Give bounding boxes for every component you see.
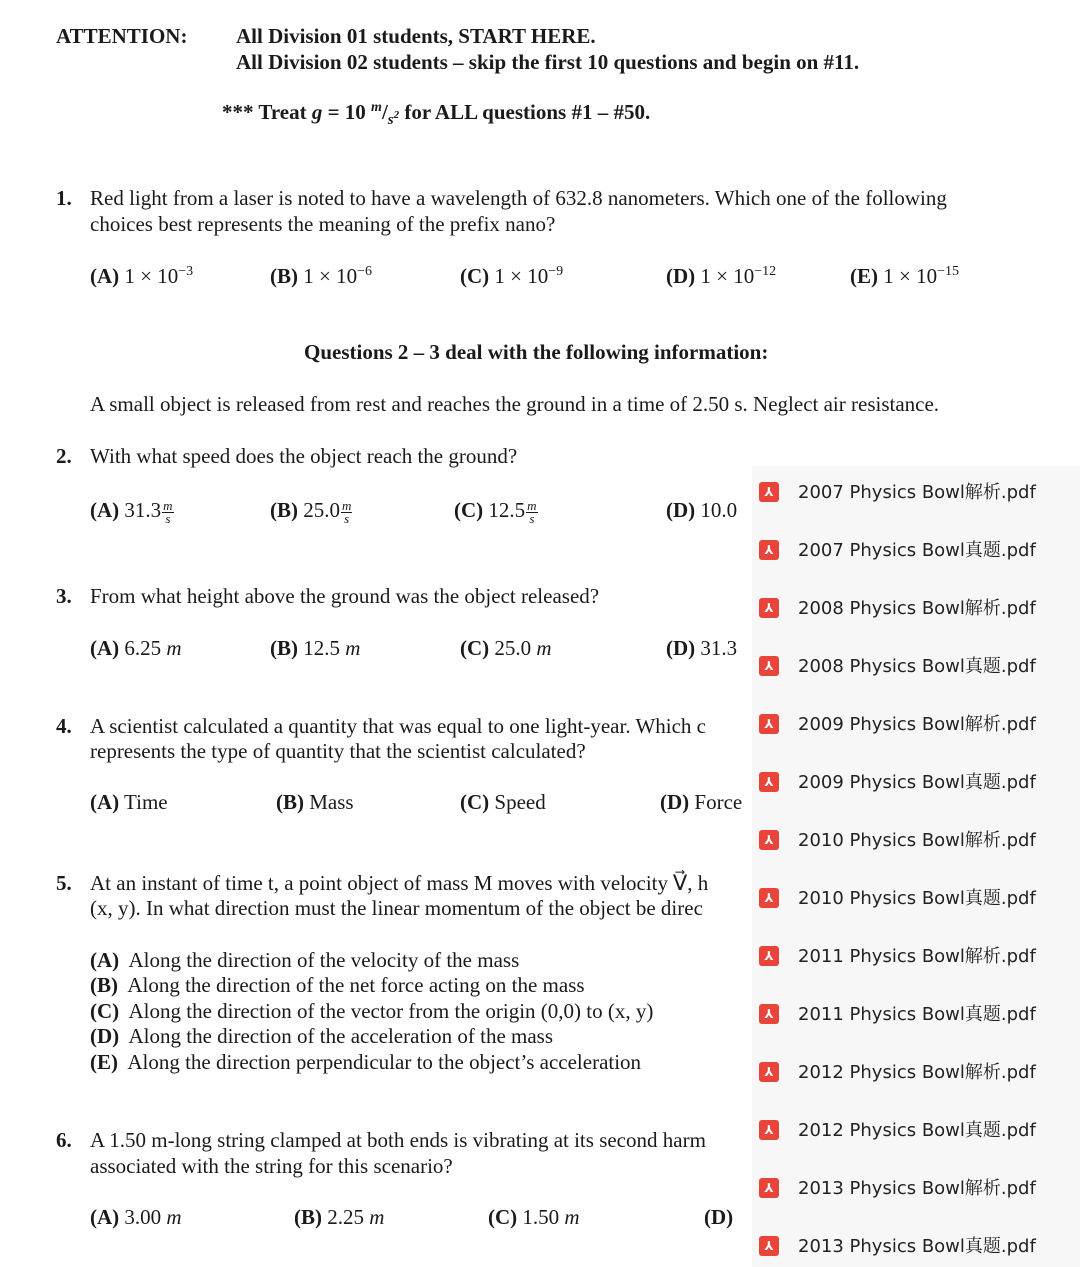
file-name: 2007 Physics Bowl解析.pdf: [798, 482, 1036, 503]
question-1-option-a: (A) $1 \times 10^{-3}$: [90, 264, 194, 288]
pdf-icon: ⅄: [759, 656, 779, 676]
gravity-prefix: *** Treat: [222, 100, 307, 124]
pdf-icon: ⅄: [759, 1062, 779, 1082]
pdf-icon: ⅄: [759, 1236, 779, 1256]
question-1-line-1: Red light from a laser is noted to have a wavelength of 632.8 nanometers. Which one of the following: [90, 186, 947, 210]
file-item[interactable]: [752, 582, 1080, 640]
question-2-option-c: (C) 12.5 $\frac{m}{s}$: [454, 497, 537, 526]
file-item[interactable]: [752, 1220, 1080, 1267]
question-2-option-d: (D) 10.0: [666, 498, 738, 522]
question-6-option-a: (A) 3.00 m: [90, 1205, 182, 1229]
question-1-number: 1.: [56, 186, 72, 210]
pdf-icon: ⅄: [759, 946, 779, 966]
pdf-icon: ⅄: [759, 888, 779, 908]
question-6-option-d: (D): [704, 1205, 734, 1229]
question-3-option-d: (D) 31.3: [666, 636, 738, 660]
question-3-option-b: (B) 12.5 m: [270, 636, 361, 660]
question-4-line-2: represents the type of quantity that the scientist calculated?: [90, 739, 586, 763]
question-6-line-1: A 1.50 m-long string clamped at both ends is vibrating at its second harm: [90, 1128, 706, 1152]
question-5-option-a: (A) Along the direction of the velocity of the mass: [90, 948, 520, 972]
pdf-icon: ⅄: [759, 1178, 779, 1198]
question-6-number: 6.: [56, 1128, 72, 1152]
gravity-variable: g: [311, 100, 323, 124]
pdf-icon: ⅄: [759, 830, 779, 850]
attention-label: ATTENTION:: [56, 24, 188, 48]
question-5-number: 5.: [56, 871, 72, 895]
header-line-2: All Division 02 students – skip the first 10 questions and begin on #11.: [236, 50, 860, 74]
file-item[interactable]: [752, 1104, 1080, 1162]
file-name: 2009 Physics Bowl解析.pdf: [798, 714, 1036, 735]
question-4-option-c: (C) Speed: [460, 790, 546, 814]
pdf-icon: ⅄: [759, 540, 779, 560]
file-item[interactable]: [752, 1046, 1080, 1104]
question-5-option-b: (B) Along the direction of the net force acting on the mass: [90, 973, 585, 997]
question-3-number: 3.: [56, 584, 72, 608]
file-name: 2008 Physics Bowl解析.pdf: [798, 598, 1036, 619]
info-text: A small object is released from rest and reaches the ground in a time of 2.50 s. Neglect air resistance.: [90, 392, 940, 416]
pdf-icon: ⅄: [759, 714, 779, 734]
question-1-line-2: choices best represents the meaning of the prefix nano?: [90, 212, 556, 236]
question-3-text: From what height above the ground was the object released?: [90, 584, 600, 608]
gravity-suffix: for ALL questions #1 – #50.: [404, 100, 651, 124]
pdf-file-list: [752, 466, 1080, 1267]
question-5-line-2: (x, y). In what direction must the linear momentum of the object be direc: [90, 896, 703, 920]
pdf-icon: ⅄: [759, 598, 779, 618]
pdf-icon: ⅄: [759, 482, 779, 502]
question-2-option-a: (A) 31.3 $\frac{m}{s}$: [90, 497, 173, 526]
file-item[interactable]: [752, 930, 1080, 988]
file-name: 2013 Physics Bowl真题.pdf: [798, 1236, 1036, 1257]
file-name: 2012 Physics Bowl解析.pdf: [798, 1062, 1036, 1083]
question-1-option-d: (D) $1 \times 10^{-12}$: [666, 264, 777, 288]
question-3-option-c: (C) 25.0 m: [460, 636, 552, 660]
pdf-icon: ⅄: [759, 1004, 779, 1024]
question-1-option-c: (C) $1 \times 10^{-9}$: [460, 264, 564, 288]
file-name: 2011 Physics Bowl真题.pdf: [798, 1004, 1036, 1025]
gravity-value: = 10: [327, 100, 366, 124]
gravity-unit-numerator: m: [371, 100, 382, 115]
header-line-1: All Division 01 students, START HERE.: [236, 24, 596, 48]
file-item[interactable]: [752, 640, 1080, 698]
question-4-option-a: (A) Time: [90, 790, 168, 814]
pdf-icon: ⅄: [759, 1120, 779, 1140]
file-name: 2007 Physics Bowl真题.pdf: [798, 540, 1036, 561]
gravity-unit-exponent: 2: [393, 109, 400, 122]
question-5-option-e: (E) Along the direction perpendicular to the object’s acceleration: [90, 1050, 642, 1074]
file-item[interactable]: [752, 814, 1080, 872]
file-name: 2013 Physics Bowl解析.pdf: [798, 1178, 1036, 1199]
question-3-option-a: (A) 6.25 m: [90, 636, 182, 660]
file-item[interactable]: [752, 1162, 1080, 1220]
file-item[interactable]: [752, 698, 1080, 756]
file-item[interactable]: [752, 756, 1080, 814]
question-2-option-b: (B) 25.0 $\frac{m}{s}$: [270, 497, 352, 526]
question-4-option-d: (D) Force: [660, 790, 743, 814]
pdf-icon: ⅄: [759, 772, 779, 792]
file-name: 2011 Physics Bowl解析.pdf: [798, 946, 1036, 967]
question-1-option-e: (E) $1 \times 10^{-15}$: [850, 264, 959, 288]
gravity-note: *** Treat g = 10 $^m/_{s^2}$ for ALL questions #1 – #50.: [222, 100, 651, 129]
file-name: 2008 Physics Bowl真题.pdf: [798, 656, 1036, 677]
file-name: 2010 Physics Bowl解析.pdf: [798, 830, 1036, 851]
gravity-unit-denominator: s: [387, 112, 394, 129]
question-4-option-b: (B) Mass: [276, 790, 354, 814]
question-6-option-c: (C) 1.50 m: [488, 1205, 580, 1229]
file-item[interactable]: [752, 988, 1080, 1046]
question-2-text: With what speed does the object reach the ground?: [90, 444, 518, 468]
question-5-line-1: At an instant of time t, a point object of mass M moves with velocity V⃗, h: [90, 871, 709, 895]
question-4-number: 4.: [56, 714, 72, 738]
question-5-option-d: (D) Along the direction of the acceleration of the mass: [90, 1024, 554, 1048]
file-item[interactable]: [752, 524, 1080, 582]
file-item[interactable]: [752, 872, 1080, 930]
question-2-number: 2.: [56, 444, 72, 468]
question-5-option-c: (C) Along the direction of the vector from the origin (0,0) to (x, y): [90, 999, 654, 1023]
question-6-line-2: associated with the string for this scenario?: [90, 1154, 453, 1178]
file-name: 2010 Physics Bowl真题.pdf: [798, 888, 1036, 909]
question-4-line-1: A scientist calculated a quantity that was equal to one light-year. Which c: [90, 714, 707, 738]
question-6-option-b: (B) 2.25 m: [294, 1205, 385, 1229]
file-item[interactable]: [752, 466, 1080, 524]
file-name: 2009 Physics Bowl真题.pdf: [798, 772, 1036, 793]
info-heading: Questions 2 – 3 deal with the following information:: [304, 340, 769, 364]
question-1-option-b: (B) $1 \times 10^{-6}$: [270, 264, 372, 288]
file-name: 2012 Physics Bowl真题.pdf: [798, 1120, 1036, 1141]
